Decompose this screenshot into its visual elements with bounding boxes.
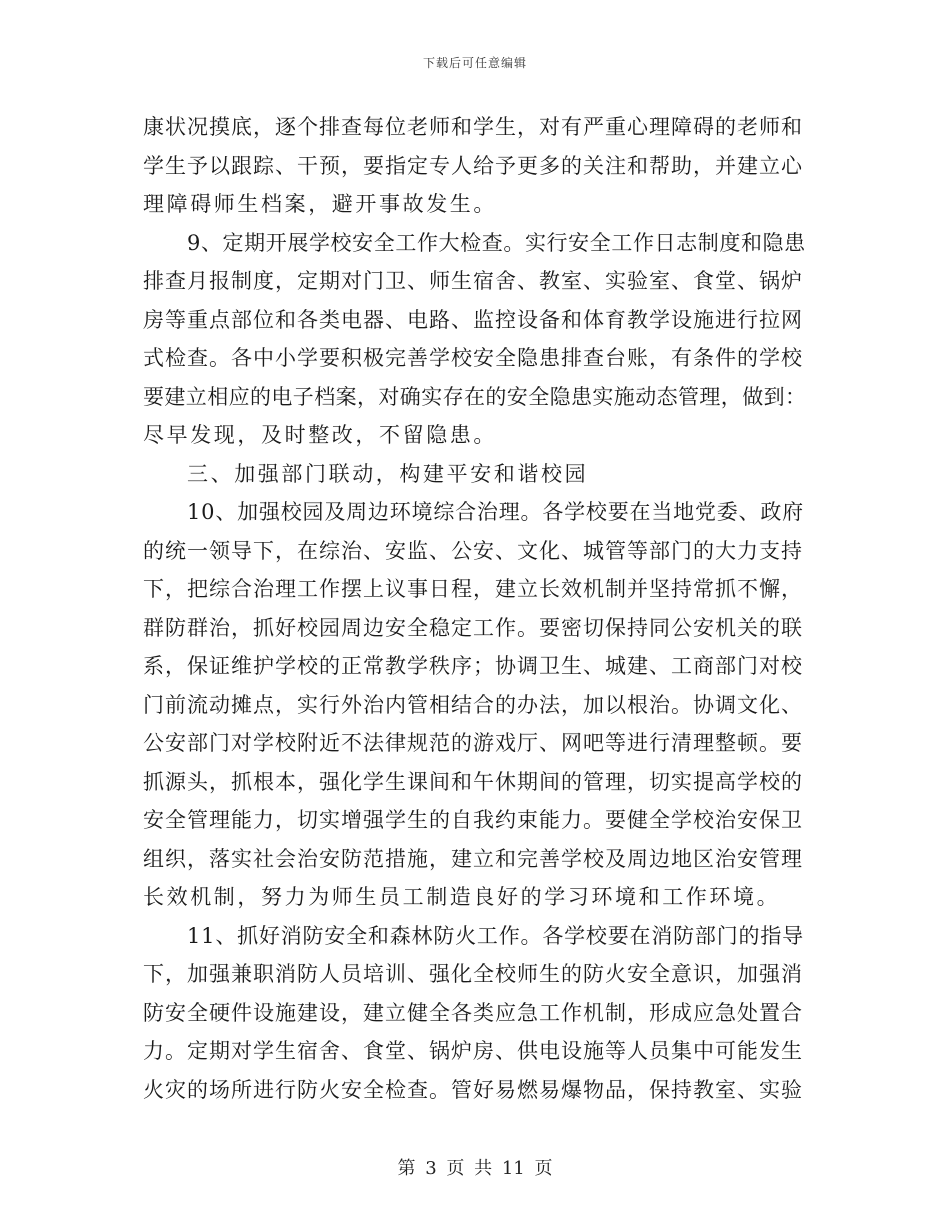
document-body: [143, 108, 807, 1109]
text-line: 的统一领导下，在综治、安监、公安、文化、城管等部门的大力支持: [143, 538, 803, 563]
text-line: 长效机制，努力为师生员工制造良好的学习环境和工作环境。: [143, 885, 781, 909]
text-line: 11、抓好消防安全和森林防火工作。各学校要在消防部门的指导: [187, 923, 804, 948]
text-line: 门前流动摊点，实行外治内管相结合的办法，加以根治。协调文化、: [143, 692, 803, 717]
text-line: 安全管理能力，切实增强学生的自我约束能力。要健全学校治安保卫: [143, 808, 803, 832]
text-line: 三、加强部门联动，构建平安和谐校园: [187, 461, 589, 486]
page-number: 第 3 页 共 11 页: [397, 1158, 553, 1179]
text-line: 房等重点部位和各类电器、电路、监控设备和体育教学设施进行拉网: [143, 307, 803, 332]
text-line: 群防群治，抓好校园周边安全稳定工作。要密切保持同公安机关的联: [143, 615, 803, 640]
text-line: 9、定期开展学校安全工作大检查。实行安全工作日志制度和隐患: [187, 230, 806, 255]
text-line: 公安部门对学校附近不法律规范的游戏厅、网吧等进行清理整顿。要: [143, 731, 803, 755]
text-line: 火灾的场所进行防火安全检查。管好易燃易爆物品，保持教室、实验: [143, 1077, 803, 1102]
text-line: 要建立相应的电子档案，对确实存在的安全隐患实施动态管理，做到：: [143, 384, 807, 409]
text-line: 理障碍师生档案，避开事故发生。: [143, 192, 497, 216]
text-line: 式检查。各中小学要积极完善学校安全隐患排查台账，有条件的学校: [143, 346, 803, 370]
text-line: 尽早发现，及时整改，不留隐患。: [143, 423, 497, 447]
page-header: 下载后可任意编辑: [422, 56, 527, 70]
text-line: 系，保证维护学校的正常教学秩序；协调卫生、城建、工商部门对校: [143, 654, 803, 678]
text-line: 康状况摸底，逐个排查每位老师和学生，对有严重心理障碍的老师和: [143, 115, 803, 139]
text-line: 下，加强兼职消防人员培训、强化全校师生的防火安全意识，加强消: [143, 962, 803, 986]
text-line: 抓源头，抓根本，强化学生课间和午休期间的管理，切实提高学校的: [143, 769, 803, 794]
text-line: 排查月报制度，定期对门卫、师生宿舍、教室、实验室、食堂、锅炉: [143, 269, 803, 293]
text-line: 10、加强校园及周边环境综合治理。各学校要在当地党委、政府: [187, 500, 804, 524]
text-line: 学生予以跟踪、干预，要指定专人给予更多的关注和帮助，并建立心: [143, 153, 803, 178]
text-line: 下，把综合治理工作摆上议事日程，建立长效机制并坚持常抓不懈，: [143, 577, 803, 601]
text-line: 力。定期对学生宿舍、食堂、锅炉房、供电设施等人员集中可能发生: [143, 1039, 803, 1063]
text-line: 防安全硬件设施建设，建立健全各类应急工作机制，形成应急处置合: [143, 1000, 803, 1025]
text-line: 组织，落实社会治安防范措施，建立和完善学校及周边地区治安管理: [143, 846, 803, 871]
